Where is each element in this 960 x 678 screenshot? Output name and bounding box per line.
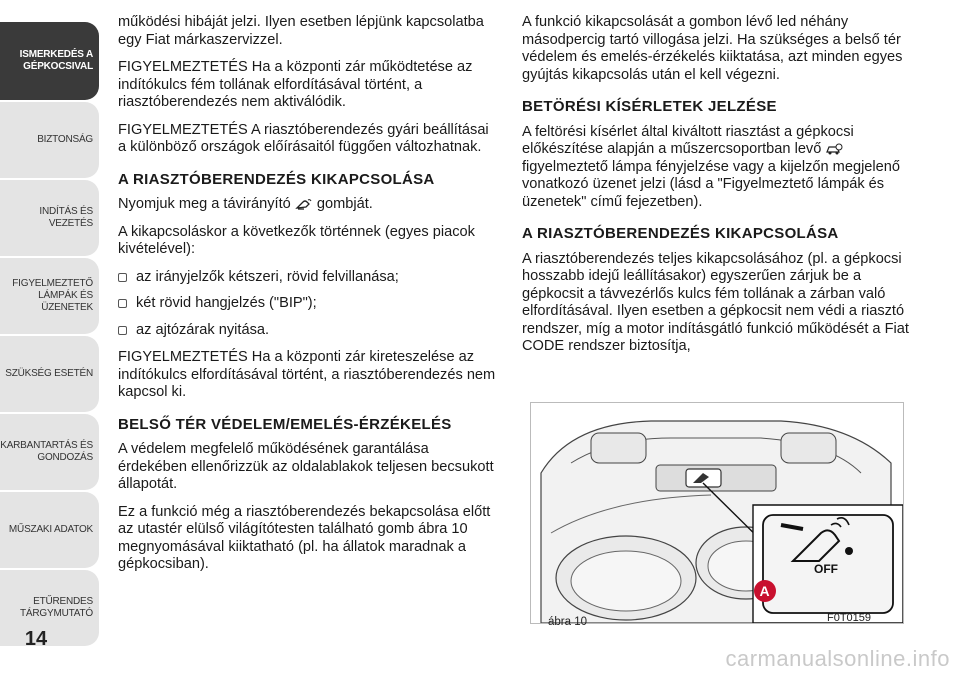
list-item: az ajtózárak nyitása. [118,322,496,340]
paragraph: Ez a funkció még a riasztóberendezés bekapcsolása előtt az utastér elülső világítótesten található gomb ábra 10 megnyomásával kiiktatható (pl. ha állatok maradnak a gépkocsiban). [118,503,491,572]
bullet-list [118,269,496,340]
tab-szukseg[interactable]: SZÜKSÉG ESETÉN [0,336,99,412]
tab-muszaki[interactable]: MŰSZAKI ADATOK [0,492,99,568]
list-item: két rövid hangjelzés ("BIP"); [118,295,496,313]
tab-biztonsag[interactable]: BIZTONSÁG [0,102,99,178]
figure-overhead-console [530,402,904,624]
paragraph: FIGYELMEZTETÉS A riasztóberendezés gyári beállításai a különböző országok előírásaitól függően változhatnak. [118,121,489,155]
left-column [118,14,496,584]
right-column [522,14,914,366]
remote-unlock-icon [295,198,313,211]
section-heading: BETÖRÉSI KÍSÉRLETEK JELZÉSE [522,98,777,115]
tab-inditas[interactable]: INDÍTÁS ÉS VEZETÉS [0,180,99,256]
paragraph: A riasztóberendezés teljes kikapcsolásához (pl. a gépkocsi hosszabb idejű leállításakor) egyszerűen zárjuk be a gépkocsit a távvezérlős kulcs fém tollának a zárban való elfordításával. Ilyen esetben a gépkocsit nem védi a riasztó rendszer, míg a motor indításgátló funkció működését a Fiat CODE rendszer biztosítja, [522,250,909,354]
overhead-console-illustration [531,403,903,623]
tab-figyelmezteto[interactable]: FIGYELMEZTETŐ LÁMPÁK ÉS ÜZENETEK [0,258,99,334]
paragraph: A feltörési kísérlet által kiváltott riasztást a gépkocsi előkészítése alapján a műszercsoportban levő figyelmeztető lámpa fényjelzése vagy a kijelzőn megjelenő vonatkozó üzenet jelzi (lásd a "Figyelmeztető lámpák és üzenetek" című fejezetben). [522,123,901,210]
page-number: 14 [24,628,48,650]
chapter-sidebar [0,22,100,640]
figure-code: F0T0159 [827,612,872,624]
tab-karbantartas[interactable]: KARBANTARTÁS ÉS GONDOZÁS [0,414,99,490]
paragraph: FIGYELMEZTETÉS Ha a központi zár kireteszelése az indítókulcs elfordításával történt, a riasztóberendezés nem kapcsol ki. [118,349,496,400]
paragraph: A funkció kikapcsolását a gombon lévő led néhány másodpercig tartó villogása jelzi. Ha szükséges a belső tér védelem és emelés-érzékelés kiiktatása, azt minden egyes gyújtás kikapcsolás után el kell végezni. [522,14,903,83]
section-heading: A RIASZTÓBERENDEZÉS KIKAPCSOLÁSA [522,225,839,242]
paragraph: A védelem megfelelő működésének garantálása érdekében ellenőrizzük az oldalablakok teljesen becsukott állapotát. [118,441,494,492]
paragraph: FIGYELMEZTETÉS Ha a központi zár működtetése az indítókulcs fém tollának elfordításával történt, a riasztóberendezés nem aktiválódik. [118,59,473,110]
watermark: carmanualsonline.info [725,646,950,671]
paragraph: A kikapcsoláskor a következők történnek (egyes piacok kivételével): [118,223,475,257]
tab-targymutato[interactable]: ETŰRENDES TÁRGYMUTATÓ [0,570,99,646]
paragraph: Nyomjuk meg a távirányító gombját. [118,196,373,212]
figure-caption: ábra 10 [548,616,588,628]
tab-ismerkedes[interactable]: ISMERKEDÉS A GÉPKOCSIVAL [0,22,99,100]
callout-letter: A [759,583,770,599]
section-heading: A RIASZTÓBERENDEZÉS KIKAPCSOLÁSA [118,170,435,188]
paragraph: működési hibáját jelzi. Ilyen esetben lépjünk kapcsolatba egy Fiat márkaszervizzel. [118,14,484,48]
off-button-label: OFF [814,562,838,576]
list-item: az irányjelzők kétszeri, rövid felvillanása; [118,269,496,287]
section-heading: BELSŐ TÉR VÉDELEM/EMELÉS-ÉRZÉKELÉS [118,415,452,433]
car-alarm-warning-icon [825,143,843,156]
